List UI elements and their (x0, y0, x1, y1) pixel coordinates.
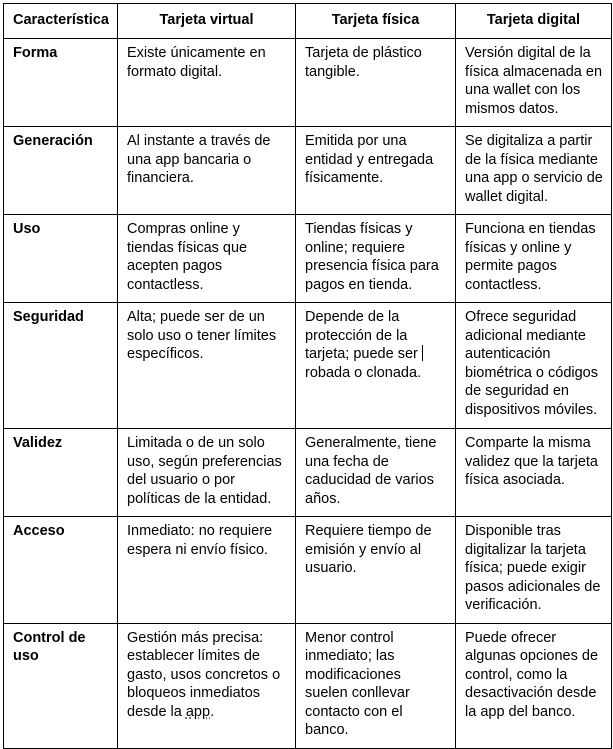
cell-digital[interactable]: Versión digital de la física almacenada en una wallet con los mismos datos. (456, 39, 612, 127)
spellcheck-flagged-word[interactable]: app (185, 703, 211, 720)
cell-fisica[interactable]: Requiere tiempo de emisión y envío al usuario. (296, 517, 456, 624)
cell-virtual[interactable]: Existe únicamente en formato digital. (118, 39, 296, 127)
row-label: Control de uso (4, 623, 118, 748)
cell-text-end: . (210, 703, 215, 720)
cell-fisica[interactable] (296, 303, 456, 429)
table-row-generacion (4, 127, 612, 215)
cell-text: Gestión más precisa: establecer límites de gasto, usos concretos o bloqueos inmediatos desde la (127, 629, 281, 720)
cell-text-after-caret: robada o clonada. (305, 364, 422, 381)
row-label: Acceso (4, 517, 118, 624)
cell-virtual[interactable]: Al instante a través de una app bancaria o financiera. (118, 127, 296, 215)
cell-digital[interactable]: Funciona en tiendas físicas y online y permite pagos contactless. (456, 215, 612, 303)
cell-fisica[interactable]: Emitida por una entidad y entregada físicamente. (296, 127, 456, 215)
table-row-control-de-uso (4, 623, 612, 748)
cell-digital[interactable]: Se digitaliza a partir de la física mediante una app o servicio de wallet digital. (456, 127, 612, 215)
table-row-acceso (4, 517, 612, 624)
row-label: Uso (4, 215, 118, 303)
row-label: Validez (4, 429, 118, 517)
cell-virtual[interactable] (118, 623, 296, 748)
cell-digital[interactable]: Ofrece seguridad adicional mediante autenticación biométrica o códigos de seguridad en dispositivos móviles. (456, 303, 612, 429)
cell-virtual[interactable]: Alta; puede ser de un solo uso o tener límites específicos. (118, 303, 296, 429)
cell-fisica[interactable]: Tarjeta de plástico tangible. (296, 39, 456, 127)
cell-digital[interactable]: Puede ofrecer algunas opciones de control, como la desactivación desde la app del banco. (456, 623, 612, 748)
header-caracteristica: Característica (4, 4, 118, 39)
text-caret (422, 345, 423, 361)
cell-virtual[interactable]: Compras online y tiendas físicas que acepten pagos contactless. (118, 215, 296, 303)
table-row-uso (4, 215, 612, 303)
row-label: Generación (4, 127, 118, 215)
cell-virtual[interactable]: Limitada o de un solo uso, según preferencias del usuario o por políticas de la entidad. (118, 429, 296, 517)
cell-digital[interactable]: Disponible tras digitalizar la tarjeta física; puede exigir pasos adicionales de verificación. (456, 517, 612, 624)
comparison-table (3, 3, 612, 749)
header-tarjeta-virtual: Tarjeta virtual (118, 4, 296, 39)
table-row-forma (4, 39, 612, 127)
table-row-seguridad (4, 303, 612, 429)
cell-fisica[interactable]: Generalmente, tiene una fecha de caducidad de varios años. (296, 429, 456, 517)
header-tarjeta-fisica: Tarjeta física (296, 4, 456, 39)
row-label: Seguridad (4, 303, 118, 429)
row-label: Forma (4, 39, 118, 127)
table-row-validez (4, 429, 612, 517)
cell-digital[interactable]: Comparte la misma validez que la tarjeta física asociada. (456, 429, 612, 517)
cell-virtual[interactable]: Inmediato: no requiere espera ni envío físico. (118, 517, 296, 624)
cell-fisica[interactable]: Tiendas físicas y online; requiere presencia física para pagos en tienda. (296, 215, 456, 303)
table-header-row (4, 4, 612, 39)
header-tarjeta-digital: Tarjeta digital (456, 4, 612, 39)
cell-text-before-caret: Depende de la protección de la tarjeta; puede ser (305, 309, 422, 362)
cell-fisica[interactable]: Menor control inmediato; las modificaciones suelen conllevar contacto con el banco. (296, 623, 456, 748)
